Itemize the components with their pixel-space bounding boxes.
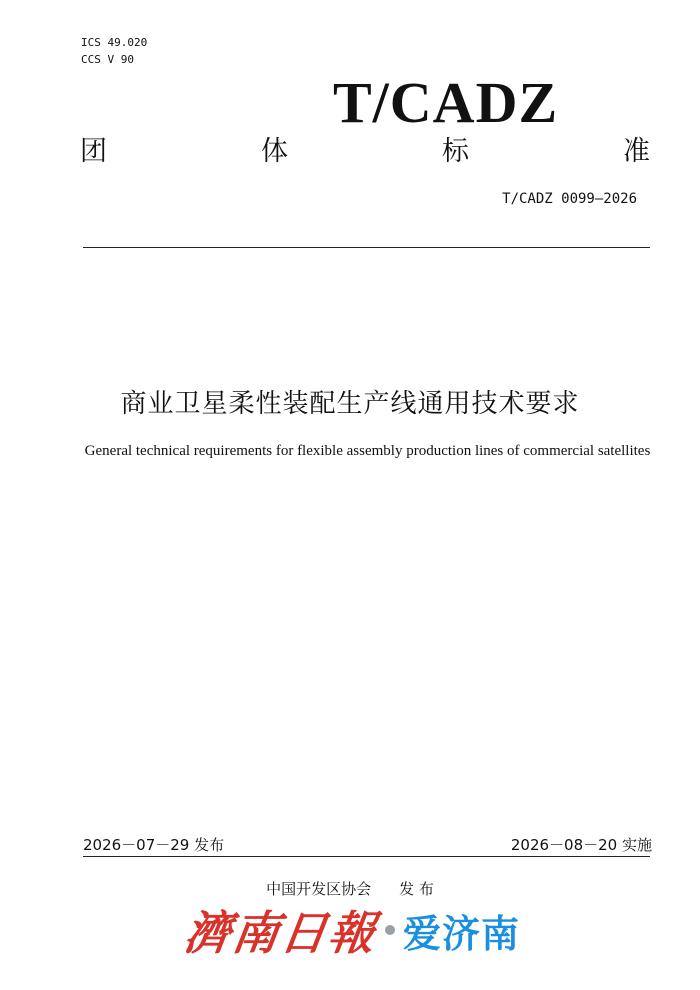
standard-type xyxy=(80,136,650,168)
top-divider xyxy=(83,247,650,248)
watermark-right-text: 爱济南 xyxy=(403,911,521,956)
ccs-code: CCS V 90 xyxy=(81,53,134,66)
publisher-action: 发 布 xyxy=(399,880,434,898)
standard-type-char: 团 xyxy=(80,136,107,167)
bottom-divider xyxy=(83,856,650,857)
classification-codes xyxy=(81,34,147,68)
news-watermark-logo xyxy=(180,900,521,960)
implement-date: 2026－08－20 实施 xyxy=(510,836,652,854)
publisher-line xyxy=(0,878,700,899)
document-title-chinese: 商业卫星柔性装配生产线通用技术要求 xyxy=(120,389,580,419)
organization-code: T/CADZ xyxy=(333,70,559,135)
standard-type-char: 体 xyxy=(261,136,288,167)
watermark-separator-dot xyxy=(385,925,395,935)
publisher-name: 中国开发区协会 xyxy=(266,880,372,898)
standard-type-char: 标 xyxy=(442,136,469,167)
watermark-left-text: 濟南日報 xyxy=(180,906,381,960)
document-title-english: General technical requirements for flexible assembly production lines of commercial satellites xyxy=(84,443,651,459)
publish-date: 2026－07－29 发布 xyxy=(83,836,225,854)
standard-number: T/CADZ 0099—2026 xyxy=(502,191,637,207)
standard-type-char: 准 xyxy=(623,136,650,167)
ics-code: ICS 49.020 xyxy=(81,36,148,49)
